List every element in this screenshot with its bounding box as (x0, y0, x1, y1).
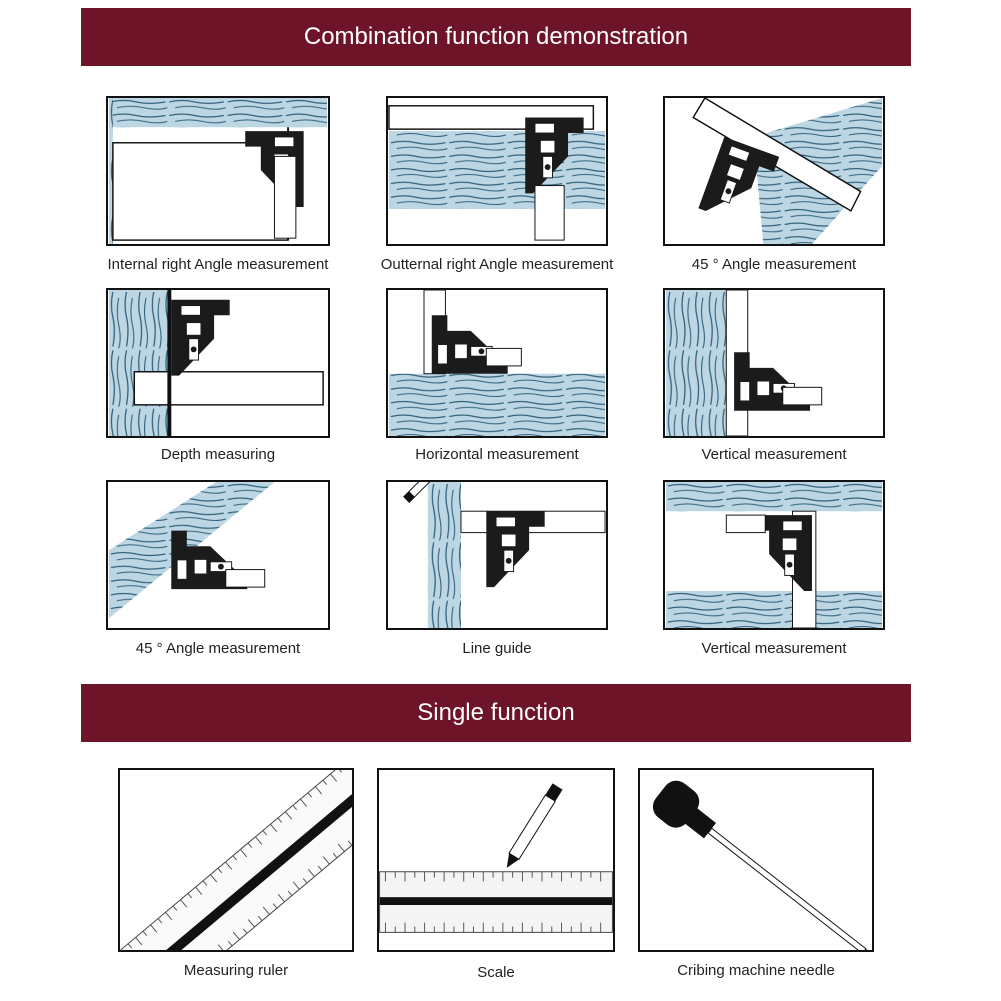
scale-illustration (377, 768, 615, 952)
cribing-needle-illustration (638, 768, 874, 952)
line-guide-illustration (386, 480, 608, 630)
caption-horizontal-measurement: Horizontal measurement (415, 446, 579, 463)
angle-45-illustration-2 (106, 480, 330, 630)
caption-scale: Scale (477, 964, 515, 981)
depth-measuring-illustration (106, 288, 330, 438)
angle-45-illustration-1 (663, 96, 885, 246)
caption-vertical-measurement-1: Vertical measurement (701, 446, 847, 463)
single-title: Single function (417, 699, 575, 726)
outternal-right-angle-illustration (386, 96, 608, 246)
vertical-measurement-illustration-2 (663, 480, 885, 630)
single-banner (81, 684, 911, 742)
caption-angle-45-2: 45 ° Angle measurement (135, 640, 301, 657)
internal-right-angle-illustration (106, 96, 330, 246)
vertical-measurement-illustration-1 (663, 288, 885, 438)
horizontal-measurement-illustration (386, 288, 608, 438)
combination-title: Combination function demonstration (303, 23, 689, 50)
caption-depth-measuring: Depth measuring (160, 446, 276, 463)
combination-banner (81, 8, 911, 66)
caption-angle-45-1: 45 ° Angle measurement (691, 256, 857, 273)
caption-vertical-measurement-2: Vertical measurement (701, 640, 847, 657)
caption-cribing-needle: Cribing machine needle (677, 962, 835, 979)
caption-internal-right-angle: Internal right Angle measurement (107, 256, 329, 273)
measuring-ruler-illustration (118, 768, 354, 952)
caption-measuring-ruler: Measuring ruler (183, 962, 289, 979)
caption-line-guide: Line guide (462, 640, 532, 657)
caption-outternal-right-angle: Outternal right Angle measurement (380, 256, 614, 273)
